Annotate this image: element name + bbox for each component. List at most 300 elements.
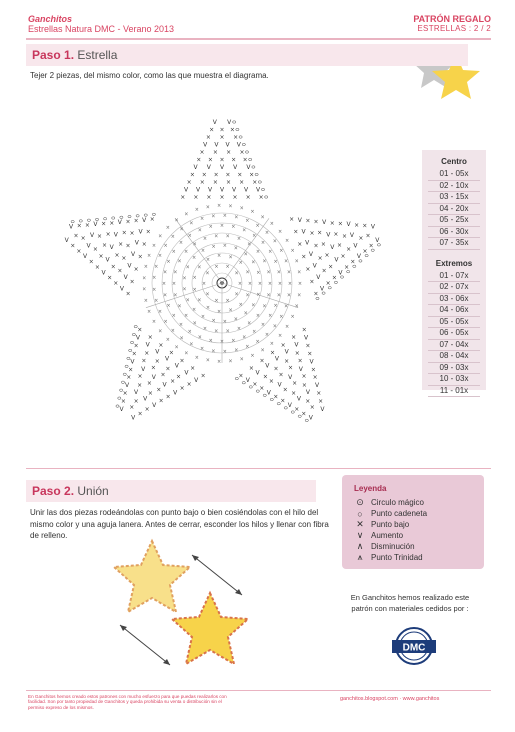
copyright-notice: En Ganchitos hemos creado estos patrones con mucho esfuerzo para que puedas realizarlos con facilidad. Son por tanto propiedad de Ganchitos y queda prohibida su venta o distribución sin el permiso expreso de los mismos. [28,694,227,710]
svg-text:×: × [145,228,151,236]
extremos-row: 02 - 07x [428,282,480,294]
svg-text:×: × [317,229,323,237]
svg-text:×: × [152,286,157,293]
svg-text:V: V [330,244,335,252]
svg-text:×: × [291,389,297,397]
svg-text:×: × [192,255,197,262]
svg-text:×: × [70,242,76,250]
svg-text:×: × [294,406,300,414]
svg-text:×: × [207,156,213,164]
legend-item [354,530,484,541]
gift-pattern-label: PATRÓN REGALO [413,14,491,24]
svg-text:V: V [243,186,249,194]
svg-text:×: × [344,263,350,271]
svg-text:×: × [282,386,288,394]
svg-text:V: V [195,186,201,194]
svg-text:V: V [83,253,88,261]
extremos-heading: Extremos [435,258,473,268]
svg-text:×: × [133,342,139,350]
svg-text:×: × [272,323,278,330]
svg-text:×: × [234,214,239,221]
svg-text:×: × [231,224,236,231]
svg-text:×: × [292,379,298,387]
svg-text:×: × [297,281,303,287]
legend-label: Punto Trinidad [371,553,423,562]
svg-text:×: × [200,372,206,380]
svg-text:V: V [138,228,143,236]
svg-text:V: V [127,262,132,270]
svg-text:×: × [125,290,131,298]
svg-text:V: V [305,239,310,247]
svg-text:×: × [324,252,330,260]
svg-text:×: × [92,245,98,253]
svg-text:×: × [259,357,265,365]
svg-text:V: V [207,186,213,194]
svg-text:×: × [137,373,143,381]
svg-text:×: × [313,218,319,226]
svg-text:×: × [137,326,143,334]
svg-text:×: × [120,398,126,406]
svg-text:V: V [183,186,189,194]
svg-text:×: × [256,269,261,276]
svg-text:V: V [334,256,339,264]
svg-text:V: V [173,389,178,397]
legend-list [342,497,484,563]
svg-text:V: V [152,401,157,409]
legend-item [354,541,484,552]
svg-text:V: V [233,164,238,171]
svg-text:×: × [121,255,127,263]
svg-text:V: V [142,216,147,224]
svg-text:×: × [200,313,206,320]
svg-text:V: V [309,358,314,366]
svg-text:×: × [201,171,207,179]
svg-text:×: × [342,233,348,241]
svg-text:V: V [117,219,122,227]
svg-text:×: × [199,346,205,353]
svg-text:×: × [199,179,205,186]
svg-text:×: × [280,397,286,405]
svg-text:×: × [234,291,239,298]
svg-text:×: × [297,240,303,248]
svg-text:×: × [301,253,307,261]
svg-text:V: V [266,389,271,397]
svg-text:×: × [125,242,131,250]
svg-text:×: × [152,275,157,282]
svg-text:×: × [156,386,162,394]
extremos-row: 06 - 05x [428,328,480,340]
svg-text:×: × [199,215,205,222]
svg-text:×: × [144,406,150,414]
svg-text:×: × [219,156,225,164]
svg-text:×: × [212,179,218,186]
svg-text:×: × [362,222,368,230]
svg-text:×: × [279,247,284,254]
svg-text:×: × [294,350,300,358]
svg-text:×: × [259,385,265,393]
legend-symbol-icon: ✕ [356,519,364,529]
svg-text:V: V [134,388,139,396]
svg-text:×: × [208,224,213,231]
svg-text:×: × [173,292,178,299]
svg-text:×: × [305,342,311,350]
svg-text:V: V [297,216,302,224]
svg-text:V: V [184,369,189,377]
svg-text:×: × [255,223,260,230]
svg-text:×: × [252,329,257,336]
svg-text:V: V [236,141,241,149]
svg-text:×: × [288,364,294,372]
svg-text:×: × [165,365,171,373]
svg-text:V: V [245,376,250,384]
svg-text:V: V [231,186,237,194]
svg-text:V: V [89,231,95,239]
svg-text:×: × [202,325,208,332]
svg-text:V: V [124,382,130,390]
materials-note: En Ganchitos hemos realizado este patrón con materiales cedidos por : [350,593,470,613]
svg-text:×: × [316,390,322,398]
svg-text:×: × [297,357,303,365]
legend-symbol-icon: ∨ [356,530,364,540]
svg-text:×: × [238,260,243,267]
extremos-row: 04 - 06x [428,305,480,317]
svg-text:×: × [325,279,331,287]
svg-text:×: × [133,398,139,406]
svg-text:×: × [269,221,274,228]
svg-text:×: × [125,218,131,226]
svg-text:×: × [205,305,211,312]
extremos-row: 03 - 06x [428,294,480,306]
svg-text:×: × [137,382,143,390]
svg-text:×: × [214,263,219,270]
centro-row: 05 - 25x [428,215,480,227]
svg-text:×: × [118,240,124,248]
svg-text:×: × [192,320,197,327]
svg-text:×: × [305,265,311,273]
svg-text:×: × [226,179,232,186]
svg-text:×: × [250,209,255,216]
svg-text:×: × [202,236,208,243]
legend-label: Circulo mágico [371,498,424,507]
svg-text:×: × [287,281,293,287]
svg-text:×: × [239,149,245,156]
svg-text:×: × [166,303,171,310]
centro-row: 03 - 15x [428,192,480,204]
svg-text:×: × [257,281,263,287]
svg-text:×: × [297,269,302,276]
svg-text:×: × [262,303,267,310]
svg-text:×: × [177,258,182,265]
svg-text:×: × [293,228,299,236]
svg-text:×: × [107,274,113,282]
svg-text:×: × [158,233,163,240]
svg-text:×: × [197,334,202,341]
svg-text:×: × [199,149,205,156]
svg-text:×: × [205,134,211,141]
step1-number: Paso 1. [32,48,75,62]
svg-text:V: V [308,251,313,259]
svg-text:×: × [249,171,255,179]
svg-text:×: × [358,234,364,242]
svg-text:×: × [192,241,197,248]
svg-text:V: V [322,219,327,227]
svg-text:V: V [255,369,260,377]
svg-text:×: × [225,233,230,240]
step1-name: Estrella [77,48,118,62]
svg-text:×: × [276,292,281,299]
svg-text:×: × [234,347,239,354]
svg-text:×: × [313,290,319,298]
svg-text:V: V [123,273,128,281]
svg-text:V: V [130,358,135,366]
svg-text:×: × [255,312,261,319]
svg-text:×: × [76,222,82,230]
svg-text:×: × [183,312,189,319]
svg-text:×: × [168,349,174,357]
svg-text:×: × [163,242,168,249]
blog-url-link[interactable]: ganchitos.blogspot.com · www.ganchitos [340,696,440,702]
svg-text:×: × [258,194,264,201]
svg-text:×: × [252,380,258,388]
svg-text:×: × [232,194,238,201]
centro-row: 07 - 35x [428,238,480,250]
svg-text:×: × [129,230,135,238]
svg-text:×: × [329,219,335,227]
svg-text:×: × [121,229,127,237]
svg-text:V: V [219,186,225,194]
svg-text:×: × [189,171,195,179]
svg-text:V: V [64,237,69,245]
svg-text:×: × [277,281,283,287]
svg-text:×: × [165,393,171,401]
svg-text:×: × [194,354,199,361]
svg-text:×: × [350,258,356,266]
svg-text:×: × [305,217,311,225]
svg-text:V: V [312,262,317,270]
svg-text:×: × [165,224,170,231]
svg-text:×: × [225,171,231,179]
svg-text:×: × [264,332,270,339]
svg-text:×: × [109,219,115,227]
svg-text:×: × [245,269,250,276]
svg-text:×: × [239,205,244,212]
svg-text:×: × [151,242,157,249]
svg-text:×: × [205,357,210,364]
svg-text:×: × [128,366,134,374]
legend-item [354,508,484,519]
svg-text:×: × [217,358,222,365]
svg-text:×: × [268,313,273,320]
svg-text:V: V [212,119,217,126]
svg-text:V: V [255,186,261,194]
svg-text:V: V [305,388,310,396]
svg-text:×: × [88,258,94,266]
svg-text:×: × [147,334,153,342]
svg-text:V: V [320,406,325,414]
crochet-star-diagram [40,100,410,445]
svg-text:×: × [216,253,222,260]
svg-text:×: × [141,240,147,248]
svg-text:×: × [222,318,227,325]
svg-text:×: × [146,379,152,387]
svg-text:×: × [216,308,222,315]
svg-text:×: × [214,328,219,335]
svg-text:×: × [186,179,192,186]
svg-text:×: × [238,372,244,380]
svg-text:×: × [222,348,227,355]
svg-text:×: × [307,350,313,358]
svg-text:×: × [242,334,247,341]
legend-label: Punto bajo [371,520,410,529]
step1-instructions: Tejer 2 piezas, del mismo color, como las que muestra el diagrama. [30,71,269,80]
svg-text:×: × [340,252,346,260]
svg-text:V: V [119,406,124,414]
svg-text:V: V [151,373,156,381]
svg-text:V: V [131,251,136,259]
svg-text:×: × [219,134,225,141]
svg-text:×: × [243,310,248,317]
svg-text:×: × [197,297,202,304]
svg-text:×: × [247,320,252,327]
svg-text:×: × [328,263,334,271]
svg-text:V: V [93,221,98,229]
svg-text:V: V [246,164,251,171]
svg-text:×: × [206,194,212,201]
svg-text:×: × [157,252,163,259]
svg-text:×: × [260,322,266,329]
svg-text:×: × [186,380,192,388]
svg-text:×: × [196,156,202,164]
svg-text:×: × [219,223,225,229]
svg-text:×: × [270,349,276,357]
svg-text:×: × [142,286,147,293]
svg-text:×: × [170,233,176,240]
svg-text:×: × [318,398,324,406]
step1-title [32,48,117,62]
svg-text:×: × [161,281,167,287]
svg-text:×: × [284,237,290,244]
svg-text:V: V [134,239,139,247]
svg-text:V: V [319,285,325,293]
svg-text:×: × [182,286,187,293]
legend-symbol-icon: ⩚ [357,552,363,562]
svg-text:×: × [276,269,281,276]
svg-text:×: × [284,324,290,331]
svg-text:×: × [346,245,352,253]
svg-text:V: V [225,141,230,149]
svg-text:×: × [262,258,267,265]
brand-name: Ganchitos [28,14,73,24]
svg-text:×: × [301,382,307,390]
svg-text:×: × [280,341,286,349]
svg-text:×: × [312,374,318,382]
svg-text:×: × [245,194,251,201]
svg-text:×: × [290,314,295,321]
svg-text:×: × [179,385,185,393]
svg-text:×: × [178,239,184,246]
svg-text:×: × [170,328,176,335]
svg-text:×: × [239,356,244,363]
svg-text:×: × [170,378,176,386]
svg-text:×: × [219,126,225,134]
svg-text:×: × [301,410,307,418]
svg-text:×: × [114,252,120,260]
svg-text:×: × [211,318,216,325]
svg-text:×: × [252,232,257,239]
svg-text:×: × [242,227,247,234]
svg-text:×: × [154,357,160,365]
svg-text:×: × [190,364,196,372]
svg-text:×: × [131,350,137,358]
svg-text:×: × [192,286,197,293]
svg-text:×: × [149,216,155,224]
svg-text:V: V [314,382,320,390]
step2-title [32,484,109,498]
legend-item [354,552,484,563]
svg-text:×: × [279,314,284,321]
svg-text:V: V [338,269,343,277]
svg-text:×: × [286,269,292,276]
svg-text:×: × [208,337,213,344]
svg-text:×: × [291,334,297,342]
svg-text:×: × [137,410,143,418]
svg-text:×: × [147,308,152,315]
svg-text:×: × [297,292,302,299]
svg-text:V: V [214,141,219,149]
svg-text:V: V [119,285,125,293]
svg-text:×: × [231,156,237,164]
svg-text:V: V [141,366,146,374]
section-divider [26,468,491,469]
legend-symbol-icon: ○ [357,508,363,519]
svg-text:×: × [212,149,218,156]
svg-text:×: × [182,275,187,282]
svg-text:×: × [219,194,225,201]
dmc-logo [386,626,442,666]
svg-text:V: V [135,334,140,342]
svg-text:×: × [150,364,156,372]
svg-text:×: × [113,279,119,287]
svg-text:×: × [183,249,189,256]
svg-text:V: V [265,362,270,370]
centro-heading: Centro [441,157,467,166]
svg-text:×: × [233,245,238,252]
footer-divider [26,690,491,691]
svg-text:V: V [326,231,331,239]
svg-text:×: × [94,263,100,271]
svg-text:×: × [260,239,266,246]
svg-text:×: × [333,230,339,238]
svg-text:×: × [166,258,171,265]
svg-text:×: × [205,270,210,277]
svg-text:V: V [298,366,303,374]
step2-name: Unión [77,484,109,498]
step2-instructions: Unir las dos piezas rodeándolas con punto bajo o bien cosiéndolas con el hilo del mismo color y una aguja lanera. Antes de cerrar, esconder los hilos y llenar con fibra de relleno. [30,508,329,540]
svg-text:V: V [353,242,358,250]
svg-text:×: × [228,203,233,210]
svg-text:×: × [219,339,225,345]
extremos-row: 11 - 01x [428,386,480,398]
svg-text:V: V [349,231,355,239]
svg-text:×: × [147,253,152,260]
svg-text:V: V [316,273,321,281]
svg-text:×: × [96,233,102,241]
svg-text:×: × [179,357,185,365]
svg-text:×: × [286,292,292,299]
svg-text:V: V [346,221,351,229]
svg-text:×: × [189,341,194,348]
svg-text:×: × [237,281,243,287]
